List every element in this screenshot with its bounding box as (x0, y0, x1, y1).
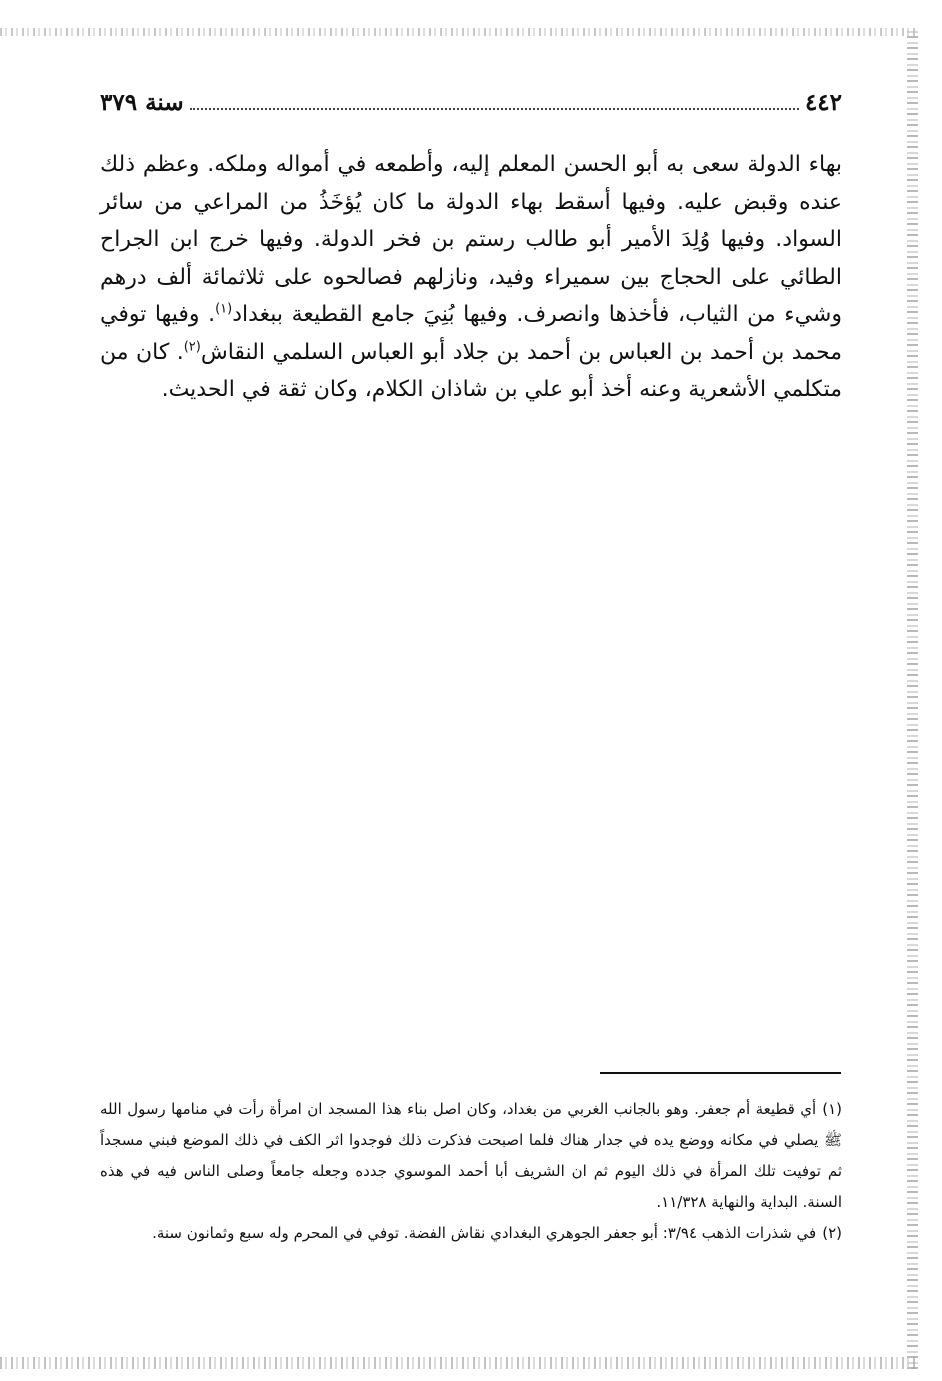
footnotes (100, 1094, 842, 1249)
page-number: ٤٤٢ (804, 89, 842, 116)
main-text-part-1: بهاء الدولة سعى به أبو الحسن المعلم إليه، وأطمعه في أمواله وملكه. وعظم ذلك عنده وقبض عليه. وفيها أسقط بهاء الدولة ما كان يُؤخَذُ من المراعي من سائر السواد. وفيها وُلِدَ الأمير أبو طالب رستم بن فخر الدولة. وفيها خرج ابن الجراح الطائي على الحجاج بين سميراء وفيد، ونازلهم فصالحوه على ثلاثمائة ألف درهم وشيء من الثياب، فأخذها وانصرف. وفيها بُنِيَ جامع القطيعة ببغداد (100, 152, 842, 327)
page-header (100, 86, 842, 116)
main-text-part-2: . وفيها توفي محمد بن أحمد بن العباس بن أحمد بن جلاد أبو العباس السلمي النقاش (100, 302, 843, 365)
footnote-1 (100, 1094, 842, 1218)
header-dotted-leader (190, 108, 799, 110)
footnote-1-mark: (١) (822, 1100, 842, 1118)
decorative-bottom-border (0, 1357, 915, 1369)
footnote-separator (600, 1072, 841, 1074)
footnote-2 (100, 1218, 842, 1249)
footnote-2-text: في شذرات الذهب ٣/٩٤: أبو جعفر الجوهري البغدادي نقاش الفضة. توفي في المحرم وله سبع وثمانون سنة. (152, 1224, 817, 1242)
main-text (100, 146, 842, 409)
footnote-ref-2[interactable]: (٢) (183, 339, 201, 355)
decorative-top-border (0, 28, 915, 36)
footnote-2-mark: (٢) (822, 1224, 842, 1242)
footnote-ref-1[interactable]: (١) (215, 301, 233, 317)
running-head: سنة ٣٧٩ (100, 89, 184, 116)
footnote-1-text: أي قطيعة أم جعفر. وهو بالجانب الغربي من بغداد، وكان اصل بناء هذا المسجد ان امرأة رأت في منامها رسول الله ﷺ يصلي في مكانه ووضع يده في جدار هناك فلما اصبحت فذكرت ذلك فوجدوا اثر الكف في ذلك الموضع فبني مسجداً ثم توفيت تلك المرأة في ذلك اليوم ثم ان الشريف أبا أحمد الموسوي جدده وجعله جامعاً وصلى الناس فيه في هذه السنة. البداية والنهاية ١١/٣٢٨. (100, 1100, 842, 1211)
main-text-part-3: . كان من متكلمي الأشعرية وعنه أخذ أبو علي بن شاذان الكلام، وكان ثقة في الحديث. (100, 339, 842, 402)
decorative-right-border (907, 28, 918, 1369)
